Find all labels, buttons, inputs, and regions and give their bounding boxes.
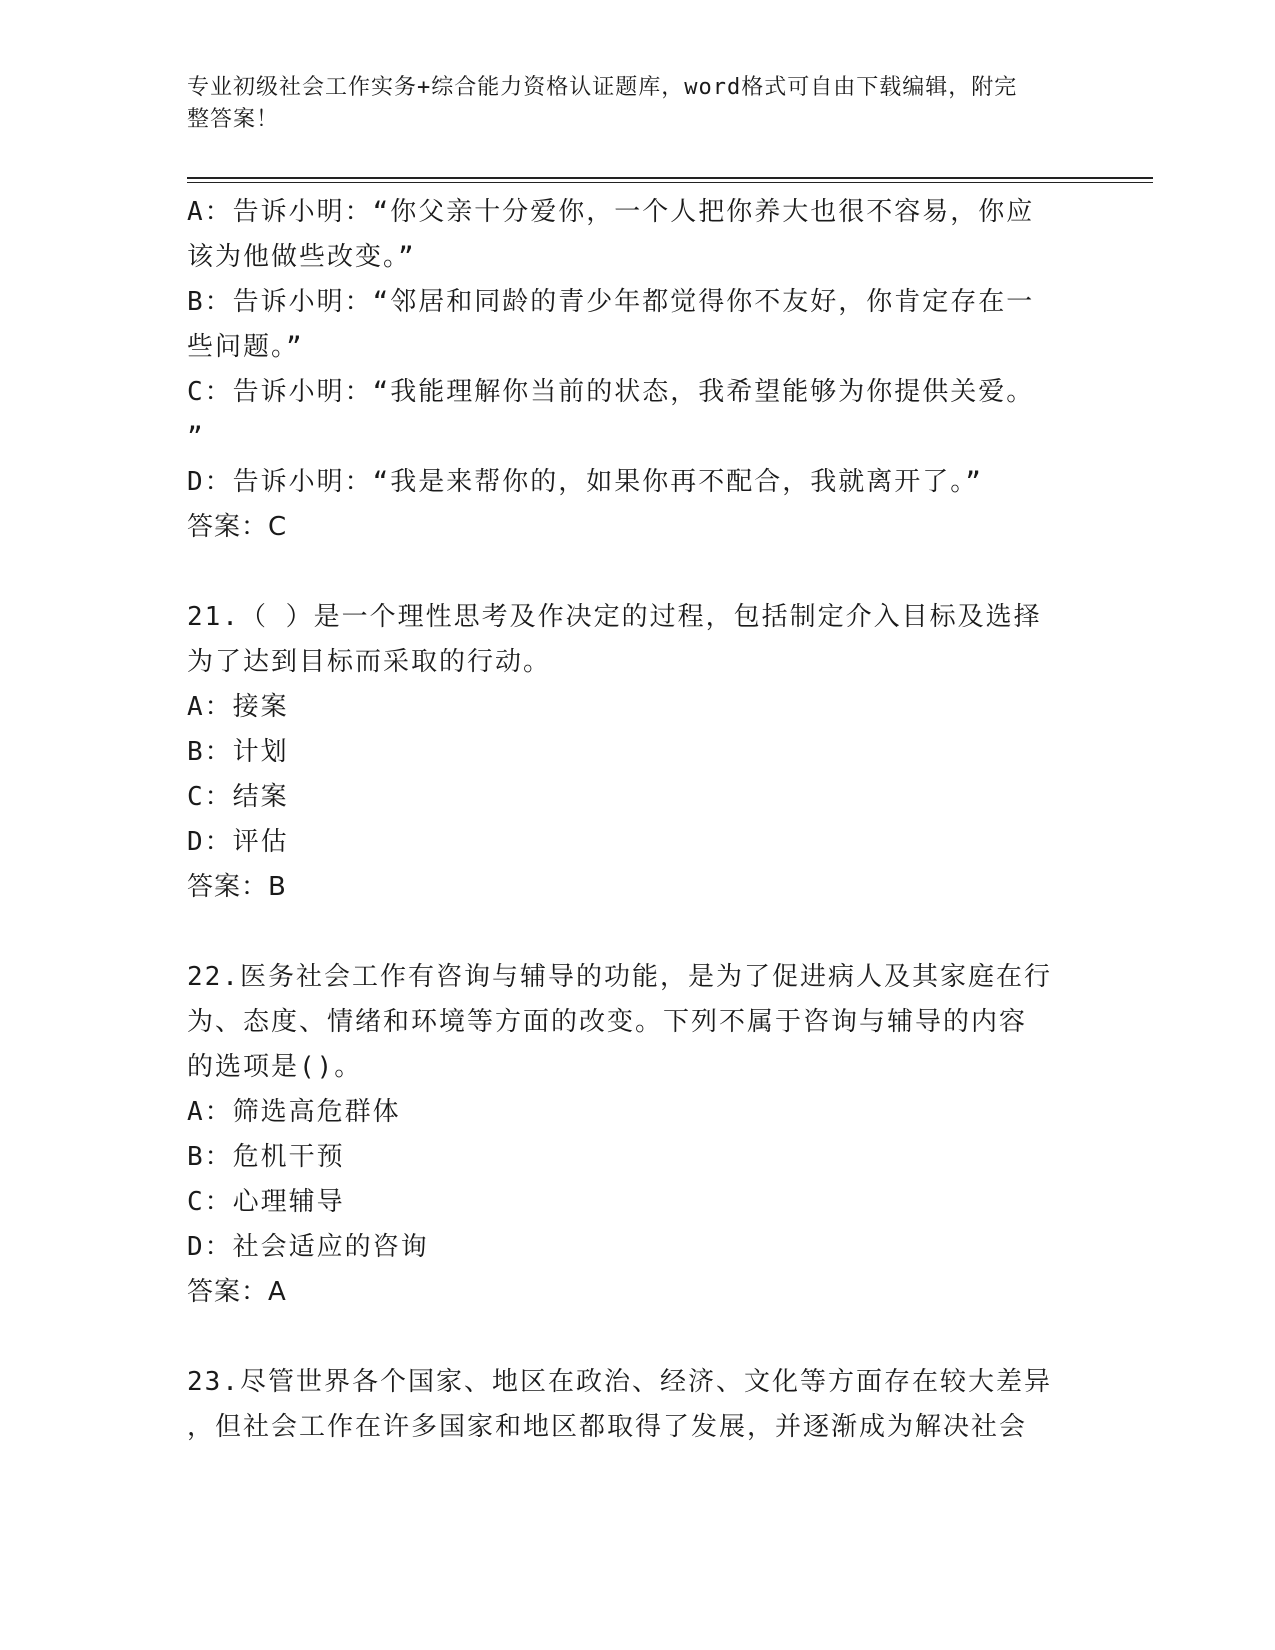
header-line-1: 专业初级社会工作实务+综合能力资格认证题库，word格式可自由下载编辑，附完: [187, 75, 1018, 100]
question-list: [187, 190, 1067, 1450]
option-a: A：接案: [187, 692, 289, 722]
question-stem: 22.医务社会工作有咨询与辅导的功能，是为了促进病人及其家庭在行: [187, 962, 1052, 992]
document-header: [187, 72, 1067, 136]
answer: 答案：A: [187, 1277, 287, 1307]
option-b: B：危机干预: [187, 1142, 345, 1172]
option-a: A：筛选高危群体: [187, 1097, 401, 1127]
question-23: [187, 1360, 1067, 1450]
question-20: [187, 190, 1067, 550]
question-stem-cont: ，但社会工作在许多国家和地区都取得了发展，并逐渐成为解决社会: [187, 1412, 1028, 1442]
option-c: C：心理辅导: [187, 1187, 345, 1217]
option-a-cont: 该为他做些改变。”: [187, 242, 416, 272]
option-c: C：结案: [187, 782, 289, 812]
option-c-cont: ”: [187, 422, 205, 452]
header-line-2: 整答案！: [187, 107, 280, 132]
option-b-cont: 些问题。”: [187, 332, 304, 362]
option-a: A：告诉小明：“你父亲十分爱你，一个人把你养大也很不容易，你应: [187, 197, 1035, 227]
option-d: D：告诉小明：“我是来帮你的，如果你再不配合，我就离开了。”: [187, 467, 983, 497]
header-divider: [187, 177, 1153, 179]
option-b: B：计划: [187, 737, 289, 767]
spacer: [187, 550, 1067, 595]
option-b: B：告诉小明：“邻居和同龄的青少年都觉得你不友好，你肯定存在一: [187, 287, 1035, 317]
option-d: D：评估: [187, 827, 289, 857]
option-d: D：社会适应的咨询: [187, 1232, 429, 1262]
question-21: [187, 595, 1067, 910]
answer: 答案：B: [187, 872, 287, 902]
question-stem-cont: 的选项是()。: [187, 1052, 363, 1082]
question-22: [187, 955, 1067, 1315]
question-stem: 23.尽管世界各个国家、地区在政治、经济、文化等方面存在较大差异: [187, 1367, 1052, 1397]
spacer: [187, 1315, 1067, 1360]
question-stem-cont: 为、态度、情绪和环境等方面的改变。下列不属于咨询与辅导的内容: [187, 1007, 1028, 1037]
option-c: C：告诉小明：“我能理解你当前的状态，我希望能够为你提供关爱。: [187, 377, 1035, 407]
question-stem: 21.（ ）是一个理性思考及作决定的过程，包括制定介入目标及选择: [187, 602, 1042, 632]
question-stem-cont: 为了达到目标而采取的行动。: [187, 647, 552, 677]
spacer: [187, 910, 1067, 955]
answer: 答案：C: [187, 512, 288, 542]
header-divider-thin: [187, 182, 1153, 183]
